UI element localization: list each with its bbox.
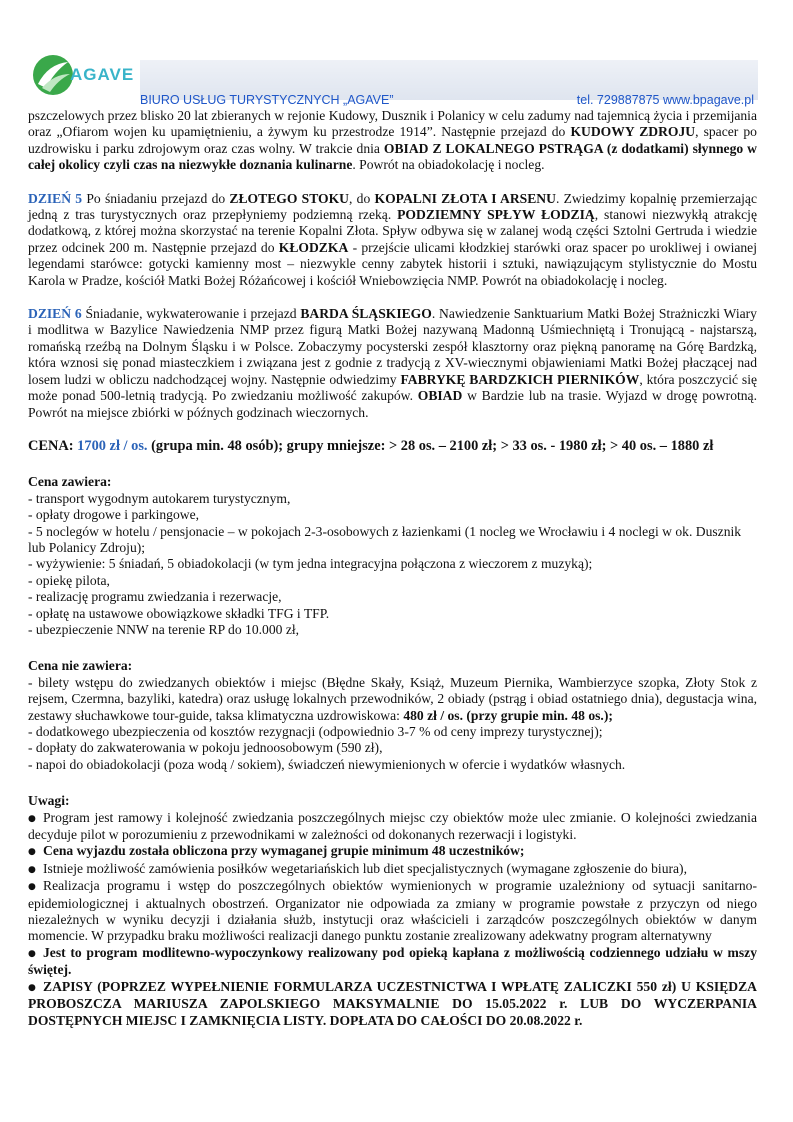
includes-title: Cena zawiera: (28, 474, 112, 490)
day5-paragraph: DZIEŃ 5 Po śniadaniu przejazd do ZŁOTEGO STOKU, do KOPALNI ZŁOTA I ARSENU. Zwiedzimy kopalnię przemierzając jedną z tras turystycznych oraz przepłyniemy podziemną rzeką. PODZIEMNY SPŁYW ŁODZIĄ, stanowi niezwykłą atrakcję dodatkową, z której można skorzystać na terenie Kopalni Złota. Spływ odbywa się w zalanej wodą części Sztolni Gertruda i wiedzie przez odcinek 200 m. Następnie przejazd do KŁODZKA - przejście ulicami kłodzkiej starówki oraz spacer po urokliwej i owianej legendami starówce: gotycki kamienny most – niezwykle cenny zabytek historii i sztuki, nawiązującym stylistycznie do Mostu Karola w Pradze, kościół Matki Bożej Różańcowej i kościół Wniebowzięcia NMP. Powrót na obiadokolację i nocleg. (28, 190, 757, 288)
note-item: ● ZAPISY (POPRZEZ WYPEŁNIENIE FORMULARZA UCZESTNICTWA I WPŁATĘ ZALICZKI 550 zł) U KSIĘDZA PROBOSZCZA MARIUSZA ZAPOLSKIEGO MAKSYMALNIE DO 15.05.2022 r. LUB DO WYCZERPANIA DOSTĘPNYCH MIEJSC I ZAMKNIĘCIA LISTY. DOPŁATA DO CAŁOŚCI DO 20.08.2022 r. (28, 978, 757, 1028)
includes-list (28, 491, 757, 639)
excludes-list (28, 675, 757, 773)
excludes-item: - napoi do obiadokolacji (poza wodą / sokiem), świadczeń niewymienionych w ofercie i wydatków własnych. (28, 756, 626, 772)
bullet-icon: ● (28, 882, 36, 893)
excludes-item: - dopłaty do zakwaterowania w pokoju jednoosobowym (590 zł), (28, 740, 383, 756)
includes-item: - opiekę pilota, (28, 572, 110, 588)
day6-paragraph: DZIEŃ 6 Śniadanie, wykwaterowanie i przejazd BARDA ŚLĄSKIEGO. Nawiedzenie Sanktuarium Matki Bożej Strażniczki Wiary i modlitwa w Bazylice Nawiedzenia NMP przez figurą Matki Bożej nazywaną Madonną Uśmiechniętą i Tronującą - najstarszą, romańską rzeźbą na Dolnym Śląsku i w Polsce. Zobaczymy pocysterski zespół klasztorny oraz piękną panoramę na Górę Bardzką, która wznosi się ponad miasteczkiem i związana jest z godnie z tradycją z XV-wiecznymi objawieniami Matki Bożej płaczącej nad losem ludzi w obliczu nadchodzącej wojny. Następnie odwiedzimy FABRYKĘ BARDZKICH PIERNIKÓW, która poszczycić się może ponad 500-letnią tradycją. Po zwiedzaniu możliwość zakupów. OBIAD w Bardzie lub na trasie. Wyjazd w drogę powrotną. Powrót na miejsce zbiórki w późnych godzinach wieczornych. (28, 306, 758, 420)
bullet-icon: ● (28, 864, 36, 875)
includes-item: - 5 noclegów w hotelu / pensjonacie – w pokojach 2-3-osobowych z łazienkami (1 nocleg we Wrocławiu i 4 noclegi w ok. Dusznik lub Polanicy Zdroju); (28, 523, 742, 555)
letterhead (28, 52, 758, 108)
includes-item: - ubezpieczenie NNW na terenie RP do 10.000 zł, (28, 621, 300, 637)
bullet-icon: ● (28, 982, 36, 993)
note-item: ● Program jest ramowy i kolejność zwiedzania poszczególnych miejsc czy obiektów może ulec zmianie. O kolejności zwiedzania decyduje pilot w porozumieniu z przewodnikami w zależności od dokonanych rezerwacji i logistyki. (28, 809, 757, 843)
excludes-item: - dodatkowego ubezpieczenia od kosztów rezygnacji (odpowiednio 3-7 % od ceny imprezy turystycznej); (28, 724, 603, 739)
includes-item: - transport wygodnym autokarem turystycznym, (28, 490, 291, 506)
includes-item: - wyżywienie: 5 śniadań, 5 obiadokolacji (w tym jedna integracyjna połączona z wieczorem z muzyką); (28, 556, 593, 572)
bureau-name: BIURO USŁUG TURYSTYCZNYCH „AGAVE” (140, 93, 394, 107)
note-item: ● Realizacja programu i wstęp do poszczególnych obiektów wymienionych w programie uzależniony od sytuacji sanitarno-epidemiologicznej i aktualnych obostrzeń. Organizator nie odpowiada za zmiany w programie powstałe z przyczyn od niego niezależnych w wyniku decyzji i działania służb, instytucji oraz właścicieli i zarządców poszczególnych obiektów w danym momencie. W przypadku braku możliwości realizacji danego punktu zostanie zrealizowany adekwatny program alternatywny (28, 878, 757, 944)
agave-leaf-icon (32, 54, 74, 96)
intro-paragraph: pszczelowych przez blisko 20 lat zbieranych w rejonie Kudowy, Dusznik i Polanicy w celu zadumy nad tajemnicą życia i przemijania oraz „Ofiarom wojen ku upamiętnieniu, a żywym ku przestrodze 1914”. Następnie przejazd do KUDOWY ZDROJU, spacer po uzdrowisku i parku zdrojowym oraz czas wolny. W trakcie dnia OBIAD Z LOKALNEGO PSTRĄGA (z dodatkami) słynnego w całej okolicy czyli czas na niezwykłe doznania kulinarne. Powrót na obiadokolację i nocleg. (28, 108, 757, 173)
note-item: ● Istnieje możliwość zamówienia posiłków wegetariańskich lub diet specjalistycznych (wymagane zgłoszenie do biura), (28, 861, 757, 878)
excludes-title: Cena nie zawiera: (28, 658, 133, 674)
program-text (28, 108, 757, 1029)
note-item: ● Jest to program modlitewno-wypoczynkowy realizowany pod opieką kapłana z możliwością codziennego udziału w mszy świętej. (28, 944, 757, 978)
day5-label: DZIEŃ 5 (28, 190, 83, 206)
price-amount: 1700 zł / os. (77, 437, 148, 454)
includes-item: - realizację programu zwiedzania i rezerwacje, (28, 589, 282, 605)
logo-text: AGAVE (70, 65, 135, 84)
notes-title: Uwagi: (28, 793, 70, 809)
agave-logo (28, 52, 148, 104)
contact-info[interactable]: tel. 729887875 www.bpagave.pl (576, 93, 754, 107)
notes-list (28, 810, 757, 1029)
includes-item: - opłatę na ustawowe obowiązkowe składki TFG i TFP. (28, 605, 330, 621)
day6-label: DZIEŃ 6 (28, 306, 82, 322)
bullet-icon: ● (28, 948, 36, 959)
note-item: ● Cena wyjazdu została obliczona przy wymaganej grupie minimum 48 uczestników; (28, 843, 757, 860)
bullet-icon: ● (28, 847, 36, 858)
bullet-icon: ● (28, 813, 36, 824)
price-line: CENA: 1700 zł / os. (grupa min. 48 osób); grupy mniejsze: > 28 os. – 2100 zł; > 33 os. - 1980 zł; > 40 os. – 1880 zł (28, 437, 714, 454)
excludes-item: - bilety wstępu do zwiedzanych obiektów i miejsc (Błędne Skały, Książ, Muzeum Piernika, Wambierzyce szopka, Złoty Stok z rejsem, Czermna, bazyliki, katedra) oraz usługę lokalnych przewodników, 2 obiady (pstrąg i obiad ostatniego dnia), degustacja wina, zestawy słuchawkowe tour-guide, taksa klimatyczna uzdrowiskowa: 480 zł / os. (przy grupie min. 48 os.); (28, 674, 757, 723)
includes-item: - opłaty drogowe i parkingowe, (28, 507, 200, 523)
